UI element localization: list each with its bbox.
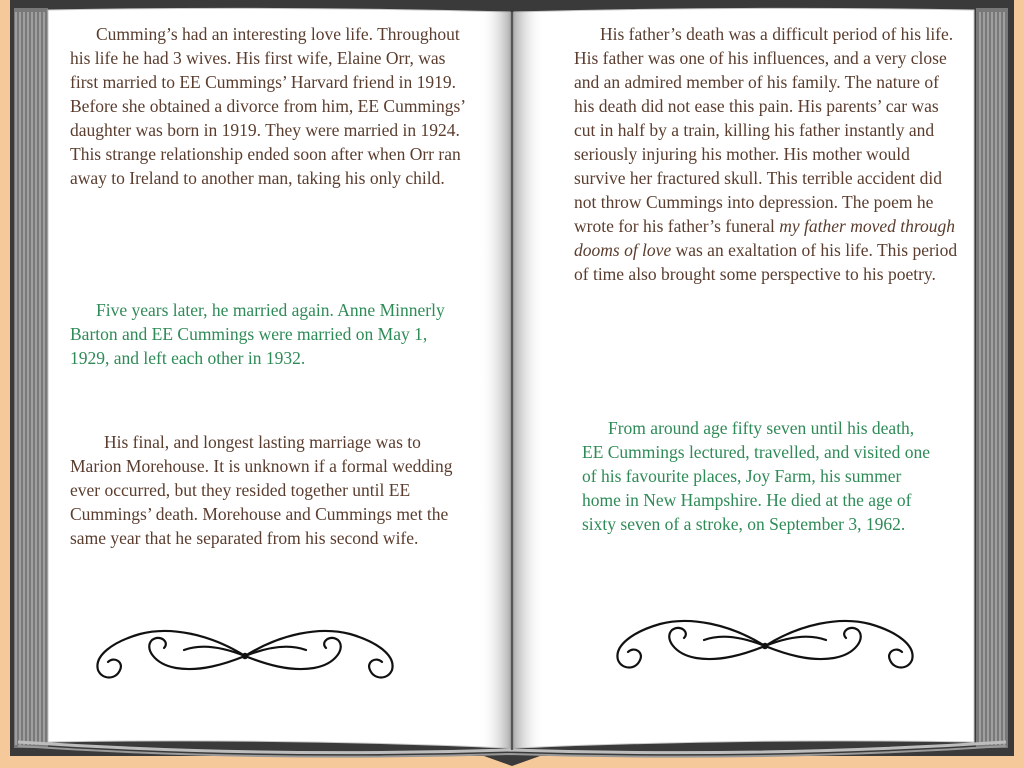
- father-death-text-part2: was an exaltation of his life. This period of time also brought some perspective to his poetry.: [574, 240, 958, 284]
- right-flourish-ornament: [600, 610, 930, 680]
- father-death-text-part1: His father’s death was a difficult period of his life. His father was one of his influences, and a very close and an admired member of his family. The nature of his death did not ease this pain. His parents’ car was cut in half by a train, killing his father instantly and seriously injuring his mother. His mother would survive her fractured skull. This terrible accident did not throw Cummings into depression. The poem he wrote for his father’s funeral: [574, 24, 954, 236]
- left-paragraph-love-life: Cumming’s had an interesting love life. Throughout his life he had 3 wives. His first wife, Elaine Orr, was first married to EE Cummings’ Harvard friend in 1919. Before she obtained a divorce from him, EE Cummings’ daughter was born in 1919. They were married in 1924. This strange relationship ended soon after when Orr ran away to Ireland to another man, taking his only child.: [70, 24, 465, 188]
- right-paragraph-father-death: [574, 22, 959, 286]
- right-paragraph-later-life: From around age fifty seven until his death, EE Cummings lectured, travelled, and visited one of his favourite places, Joy Farm, his summer home in New Hampshire. He died at the age of sixty seven of a stroke, on September 3, 1962.: [582, 418, 930, 534]
- left-flourish-ornament: [80, 620, 410, 690]
- left-paragraph-final-marriage: His final, and longest lasting marriage was to Marion Morehouse. It is unknown if a formal wedding ever occurred, but they resided together until EE Cummings’ death. Morehouse and Cummings met the same year that he separated from his second wife.: [70, 432, 453, 548]
- left-paragraph-second-marriage: Five years later, he married again. Anne Minnerly Barton and EE Cummings were married on May 1, 1929, and left each other in 1932.: [70, 300, 445, 368]
- poem-title: my father moved through dooms of love: [574, 216, 956, 260]
